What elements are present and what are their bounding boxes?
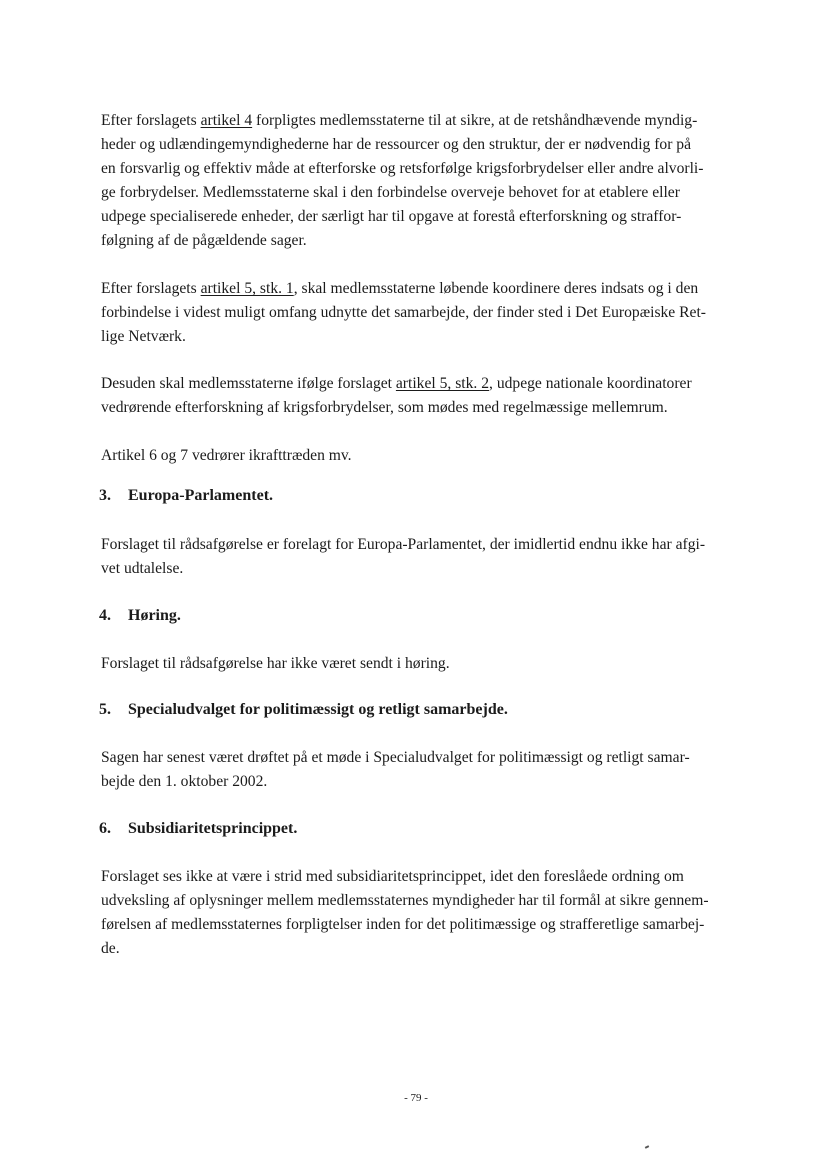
- text-line: bejde den 1. oktober 2002.: [101, 773, 268, 790]
- text-line: vet udtalelse.: [101, 560, 184, 577]
- text-line: udpege specialiserede enheder, der særligt har til opgave at forestå efterforskning og straffor-: [101, 208, 682, 225]
- text-line: Forslaget til rådsafgørelse er forelagt for Europa-Parlamentet, der imidlertid endnu ikke har afgi-: [101, 536, 706, 553]
- text-line: Sagen har senest været drøftet på et møde i Specialudvalget for politimæssigt og retligt samar-: [101, 749, 690, 766]
- section-heading-3: 3. Europa-Parlamentet.: [99, 487, 274, 504]
- scan-speck: [645, 1145, 649, 1149]
- text-line: førelsen af medlemsstaternes forpligtelser inden for det politimæssige og strafferetlige samarbej-: [101, 916, 705, 933]
- page-number: - 79 -: [404, 1092, 428, 1104]
- text-line: Efter forslagets artikel 4 forpligtes medlemsstaterne til at sikre, at de retshåndhævende myndig-: [101, 112, 698, 129]
- text-line: de.: [101, 940, 120, 957]
- section-heading-4: 4. Høring.: [99, 607, 181, 624]
- text-line: en forsvarlig og effektiv måde at efterforske og retsforfølge krigsforbrydelser eller andre alvorli-: [101, 160, 704, 177]
- paragraph-article-6-7: Artikel 6 og 7 vedrører ikrafttræden mv.: [101, 447, 352, 464]
- text-line: Desuden skal medlemsstaterne ifølge forslaget artikel 5, stk. 2, udpege nationale koordinatorer: [101, 375, 692, 392]
- text-line: udveksling af oplysninger mellem medlemsstaternes myndigheder har til formål at sikre gennem-: [101, 892, 709, 909]
- section-heading-6: 6. Subsidiaritetsprincippet.: [99, 820, 298, 837]
- text-line: heder og udlændingemyndighederne har de ressourcer og den struktur, der er nødvendig for på: [101, 136, 692, 153]
- text-line: følgning af de pågældende sager.: [101, 232, 307, 249]
- text-line: Forslaget ses ikke at være i strid med subsidiaritetsprincippet, idet den foreslåede ordning om: [101, 868, 684, 885]
- text-line: lige Netværk.: [101, 328, 186, 345]
- text-line: Efter forslagets artikel 5, stk. 1, skal medlemsstaterne løbende koordinere deres indsats og i den: [101, 280, 699, 297]
- text-line: vedrørende efterforskning af krigsforbrydelser, som mødes med regelmæssige mellemrum.: [101, 399, 668, 416]
- article-reference: artikel 5, stk. 1: [200, 280, 294, 297]
- paragraph-horing: Forslaget til rådsafgørelse har ikke været sendt i høring.: [101, 655, 450, 672]
- article-reference: artikel 4: [200, 112, 253, 129]
- article-reference: artikel 5, stk. 2: [395, 375, 490, 392]
- text-line: forbindelse i videst muligt omfang udnytte det samarbejde, der finder sted i Det Europæiske Ret-: [101, 304, 706, 321]
- text-line: ge forbrydelser. Medlemsstaterne skal i den forbindelse overveje behovet for at etablere eller: [101, 184, 680, 201]
- section-heading-5: 5. Specialudvalget for politimæssigt og retligt samarbejde.: [99, 701, 508, 718]
